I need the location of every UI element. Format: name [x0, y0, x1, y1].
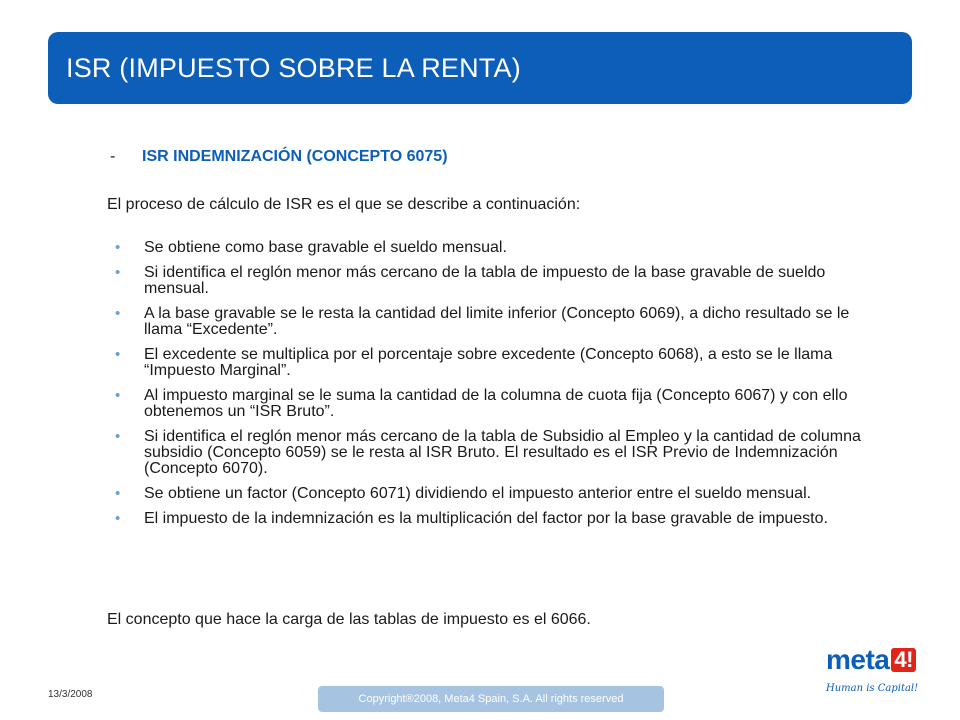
- list-item: [107, 347, 877, 379]
- list-item-text: A la base gravable se le resta la cantidad del limite inferior (Concepto 6069), a dicho resultado se le llama “Excedente”.: [144, 305, 850, 338]
- bullet-icon: •: [115, 510, 121, 527]
- logo-slogan: Human is Capital!: [826, 683, 919, 694]
- title-bar: [48, 32, 912, 104]
- list-item-text: Se obtiene un factor (Concepto 6071) dividiendo el impuesto anterior entre el sueldo mensual.: [144, 485, 812, 502]
- intro-text: El proceso de cálculo de ISR es el que se describe a continuación:: [107, 196, 581, 213]
- logo-badge: 4!: [891, 648, 916, 672]
- list-item-text: Al impuesto marginal se le suma la cantidad de la columna de cuota fija (Concepto 6067) y con ello obtenemos un “ISR Bruto”.: [144, 387, 848, 420]
- list-item-text: Si identifica el reglón menor más cercano de la tabla de impuesto de la base gravable de sueldo mensual.: [144, 264, 826, 297]
- list-item: [107, 265, 877, 297]
- list-item: [107, 511, 877, 527]
- bullet-icon: •: [115, 387, 121, 404]
- footer-date: 13/3/2008: [48, 689, 93, 700]
- bullet-icon: •: [115, 346, 121, 363]
- bullet-list: [107, 240, 877, 536]
- subtitle-text: ISR INDEMNIZACIÓN (CONCEPTO 6075): [142, 148, 448, 165]
- list-item-text: Si identifica el reglón menor más cercano de la tabla de Subsidio al Empleo y la cantidad de columna subsidio (Concepto 6059) se le resta al ISR Bruto. El resultado es el ISR Previo de Indemnización (Concepto 6070).: [144, 428, 861, 477]
- page-title: ISR (IMPUESTO SOBRE LA RENTA): [66, 52, 521, 83]
- bullet-icon: •: [115, 485, 121, 502]
- logo-word: meta: [826, 644, 890, 675]
- copyright-text: Copyright®2008, Meta4 Spain, S.A. All rights reserved: [358, 693, 624, 705]
- bullet-icon: •: [115, 305, 121, 322]
- bullet-icon: •: [115, 239, 121, 256]
- logo-wordmark: [826, 645, 938, 675]
- list-item: [107, 429, 877, 477]
- subtitle-dash: -: [110, 148, 116, 165]
- bullet-icon: •: [115, 428, 121, 445]
- list-item: [107, 388, 877, 420]
- list-item: [107, 306, 877, 338]
- meta4-logo: [826, 645, 938, 705]
- list-item: [107, 240, 877, 256]
- list-item-text: Se obtiene como base gravable el sueldo mensual.: [144, 239, 507, 256]
- section-subtitle: [110, 148, 448, 166]
- closing-text: El concepto que hace la carga de las tablas de impuesto es el 6066.: [107, 611, 591, 628]
- footer-copyright: [318, 686, 664, 712]
- list-item-text: El excedente se multiplica por el porcentaje sobre excedente (Concepto 6068), a esto se le llama “Impuesto Marginal”.: [144, 346, 833, 379]
- list-item: [107, 486, 877, 502]
- bullet-icon: •: [115, 264, 121, 281]
- list-item-text: El impuesto de la indemnización es la multiplicación del factor por la base gravable de impuesto.: [144, 510, 828, 527]
